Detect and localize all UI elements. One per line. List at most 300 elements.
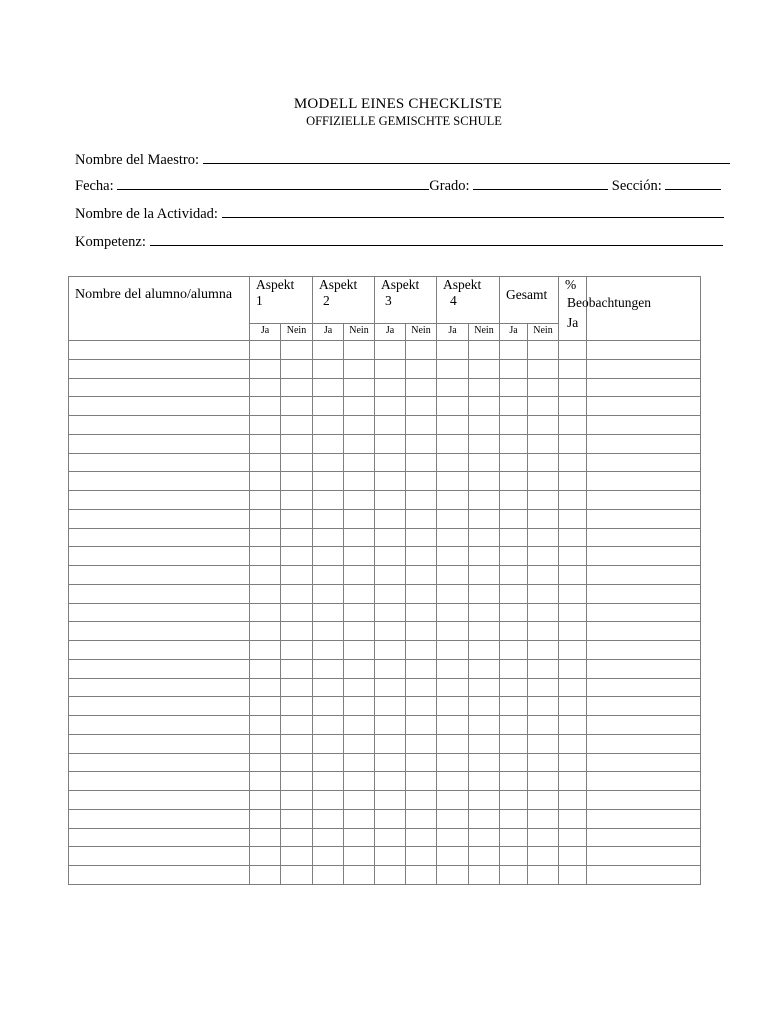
aspect-2-no-cell[interactable] xyxy=(344,791,375,810)
aspect-2-yes-cell[interactable] xyxy=(313,716,344,735)
aspect-1-yes-cell[interactable] xyxy=(250,678,281,697)
aspect-2-no-cell[interactable] xyxy=(344,584,375,603)
total-no-cell[interactable] xyxy=(528,847,559,866)
aspect-1-no-cell[interactable] xyxy=(281,716,313,735)
aspect-2-no-cell[interactable] xyxy=(344,509,375,528)
aspect-1-no-cell[interactable] xyxy=(281,734,313,753)
total-no-cell[interactable] xyxy=(528,697,559,716)
aspect-3-yes-cell[interactable] xyxy=(375,509,406,528)
aspect-1-no-cell[interactable] xyxy=(281,753,313,772)
aspect-2-yes-cell[interactable] xyxy=(313,509,344,528)
aspect-1-yes-cell[interactable] xyxy=(250,528,281,547)
student-name-cell[interactable] xyxy=(69,566,250,585)
percent-yes-cell[interactable] xyxy=(559,697,587,716)
total-yes-cell[interactable] xyxy=(500,397,528,416)
percent-yes-cell[interactable] xyxy=(559,434,587,453)
aspect-4-no-cell[interactable] xyxy=(469,491,500,510)
student-name-cell[interactable] xyxy=(69,453,250,472)
total-no-cell[interactable] xyxy=(528,809,559,828)
total-yes-cell[interactable] xyxy=(500,734,528,753)
aspect-2-yes-cell[interactable] xyxy=(313,491,344,510)
aspect-4-no-cell[interactable] xyxy=(469,847,500,866)
student-name-cell[interactable] xyxy=(69,753,250,772)
aspect-4-no-cell[interactable] xyxy=(469,584,500,603)
aspect-2-no-cell[interactable] xyxy=(344,434,375,453)
aspect-2-no-cell[interactable] xyxy=(344,378,375,397)
aspect-4-no-cell[interactable] xyxy=(469,566,500,585)
observations-cell[interactable] xyxy=(587,847,701,866)
percent-yes-cell[interactable] xyxy=(559,753,587,772)
observations-cell[interactable] xyxy=(587,566,701,585)
aspect-4-no-cell[interactable] xyxy=(469,378,500,397)
percent-yes-cell[interactable] xyxy=(559,603,587,622)
aspect-3-yes-cell[interactable] xyxy=(375,659,406,678)
percent-yes-cell[interactable] xyxy=(559,659,587,678)
aspect-2-no-cell[interactable] xyxy=(344,416,375,435)
total-no-cell[interactable] xyxy=(528,716,559,735)
aspect-4-no-cell[interactable] xyxy=(469,547,500,566)
total-no-cell[interactable] xyxy=(528,659,559,678)
total-no-cell[interactable] xyxy=(528,416,559,435)
aspect-3-yes-cell[interactable] xyxy=(375,716,406,735)
total-yes-cell[interactable] xyxy=(500,509,528,528)
aspect-4-no-cell[interactable] xyxy=(469,659,500,678)
aspect-2-yes-cell[interactable] xyxy=(313,397,344,416)
percent-yes-cell[interactable] xyxy=(559,509,587,528)
aspect-2-yes-cell[interactable] xyxy=(313,622,344,641)
percent-yes-cell[interactable] xyxy=(559,416,587,435)
aspect-4-no-cell[interactable] xyxy=(469,716,500,735)
total-no-cell[interactable] xyxy=(528,359,559,378)
observations-cell[interactable] xyxy=(587,491,701,510)
observations-cell[interactable] xyxy=(587,866,701,885)
observations-cell[interactable] xyxy=(587,734,701,753)
observations-cell[interactable] xyxy=(587,809,701,828)
total-yes-cell[interactable] xyxy=(500,359,528,378)
aspect-1-no-cell[interactable] xyxy=(281,453,313,472)
student-name-cell[interactable] xyxy=(69,416,250,435)
aspect-2-no-cell[interactable] xyxy=(344,603,375,622)
total-no-cell[interactable] xyxy=(528,622,559,641)
observations-cell[interactable] xyxy=(587,359,701,378)
aspect-2-no-cell[interactable] xyxy=(344,528,375,547)
student-name-cell[interactable] xyxy=(69,678,250,697)
aspect-4-no-cell[interactable] xyxy=(469,416,500,435)
aspect-4-yes-cell[interactable] xyxy=(437,641,469,660)
aspect-4-yes-cell[interactable] xyxy=(437,678,469,697)
aspect-2-yes-cell[interactable] xyxy=(313,866,344,885)
aspect-2-yes-cell[interactable] xyxy=(313,547,344,566)
aspect-4-no-cell[interactable] xyxy=(469,866,500,885)
percent-yes-cell[interactable] xyxy=(559,828,587,847)
aspect-2-yes-cell[interactable] xyxy=(313,791,344,810)
aspect-4-no-cell[interactable] xyxy=(469,809,500,828)
observations-cell[interactable] xyxy=(587,716,701,735)
aspect-3-yes-cell[interactable] xyxy=(375,622,406,641)
percent-yes-cell[interactable] xyxy=(559,491,587,510)
aspect-1-yes-cell[interactable] xyxy=(250,341,281,360)
student-name-cell[interactable] xyxy=(69,491,250,510)
aspect-3-yes-cell[interactable] xyxy=(375,472,406,491)
aspect-4-no-cell[interactable] xyxy=(469,341,500,360)
aspect-4-yes-cell[interactable] xyxy=(437,566,469,585)
aspect-3-yes-cell[interactable] xyxy=(375,734,406,753)
aspect-1-no-cell[interactable] xyxy=(281,641,313,660)
student-name-cell[interactable] xyxy=(69,509,250,528)
total-yes-cell[interactable] xyxy=(500,378,528,397)
aspect-3-yes-cell[interactable] xyxy=(375,341,406,360)
aspect-4-yes-cell[interactable] xyxy=(437,509,469,528)
aspect-4-yes-cell[interactable] xyxy=(437,791,469,810)
percent-yes-cell[interactable] xyxy=(559,528,587,547)
aspect-4-yes-cell[interactable] xyxy=(437,847,469,866)
aspect-3-yes-cell[interactable] xyxy=(375,528,406,547)
aspect-1-yes-cell[interactable] xyxy=(250,378,281,397)
aspect-1-yes-cell[interactable] xyxy=(250,566,281,585)
total-yes-cell[interactable] xyxy=(500,472,528,491)
aspect-1-no-cell[interactable] xyxy=(281,341,313,360)
observations-cell[interactable] xyxy=(587,791,701,810)
aspect-4-no-cell[interactable] xyxy=(469,791,500,810)
aspect-3-no-cell[interactable] xyxy=(406,866,437,885)
student-name-cell[interactable] xyxy=(69,697,250,716)
aspect-4-yes-cell[interactable] xyxy=(437,622,469,641)
percent-yes-cell[interactable] xyxy=(559,772,587,791)
aspect-4-yes-cell[interactable] xyxy=(437,547,469,566)
aspect-3-no-cell[interactable] xyxy=(406,828,437,847)
aspect-3-no-cell[interactable] xyxy=(406,641,437,660)
aspect-2-no-cell[interactable] xyxy=(344,547,375,566)
aspect-2-no-cell[interactable] xyxy=(344,453,375,472)
percent-yes-cell[interactable] xyxy=(559,378,587,397)
aspect-3-no-cell[interactable] xyxy=(406,791,437,810)
aspect-1-yes-cell[interactable] xyxy=(250,547,281,566)
activity-blank[interactable] xyxy=(222,205,724,218)
observations-cell[interactable] xyxy=(587,772,701,791)
aspect-1-yes-cell[interactable] xyxy=(250,359,281,378)
total-no-cell[interactable] xyxy=(528,828,559,847)
student-name-cell[interactable] xyxy=(69,397,250,416)
aspect-4-yes-cell[interactable] xyxy=(437,397,469,416)
aspect-3-yes-cell[interactable] xyxy=(375,753,406,772)
aspect-2-no-cell[interactable] xyxy=(344,847,375,866)
aspect-2-no-cell[interactable] xyxy=(344,734,375,753)
aspect-3-yes-cell[interactable] xyxy=(375,584,406,603)
percent-yes-cell[interactable] xyxy=(559,716,587,735)
aspect-3-no-cell[interactable] xyxy=(406,359,437,378)
student-name-cell[interactable] xyxy=(69,359,250,378)
aspect-2-no-cell[interactable] xyxy=(344,659,375,678)
aspect-2-no-cell[interactable] xyxy=(344,866,375,885)
aspect-3-no-cell[interactable] xyxy=(406,603,437,622)
aspect-2-no-cell[interactable] xyxy=(344,341,375,360)
aspect-3-no-cell[interactable] xyxy=(406,491,437,510)
observations-cell[interactable] xyxy=(587,547,701,566)
percent-yes-cell[interactable] xyxy=(559,866,587,885)
percent-yes-cell[interactable] xyxy=(559,341,587,360)
observations-cell[interactable] xyxy=(587,453,701,472)
aspect-1-yes-cell[interactable] xyxy=(250,809,281,828)
total-yes-cell[interactable] xyxy=(500,528,528,547)
observations-cell[interactable] xyxy=(587,434,701,453)
aspect-2-yes-cell[interactable] xyxy=(313,847,344,866)
aspect-3-yes-cell[interactable] xyxy=(375,641,406,660)
aspect-3-yes-cell[interactable] xyxy=(375,434,406,453)
student-name-cell[interactable] xyxy=(69,341,250,360)
aspect-4-yes-cell[interactable] xyxy=(437,491,469,510)
percent-yes-cell[interactable] xyxy=(559,359,587,378)
percent-yes-cell[interactable] xyxy=(559,622,587,641)
aspect-1-no-cell[interactable] xyxy=(281,791,313,810)
aspect-2-yes-cell[interactable] xyxy=(313,341,344,360)
aspect-4-yes-cell[interactable] xyxy=(437,416,469,435)
total-no-cell[interactable] xyxy=(528,547,559,566)
aspect-1-no-cell[interactable] xyxy=(281,547,313,566)
aspect-3-no-cell[interactable] xyxy=(406,341,437,360)
aspect-4-no-cell[interactable] xyxy=(469,697,500,716)
aspect-3-yes-cell[interactable] xyxy=(375,566,406,585)
total-yes-cell[interactable] xyxy=(500,772,528,791)
grade-blank[interactable] xyxy=(473,177,608,190)
aspect-1-no-cell[interactable] xyxy=(281,528,313,547)
total-yes-cell[interactable] xyxy=(500,659,528,678)
aspect-2-yes-cell[interactable] xyxy=(313,378,344,397)
aspect-2-yes-cell[interactable] xyxy=(313,678,344,697)
student-name-cell[interactable] xyxy=(69,622,250,641)
aspect-1-yes-cell[interactable] xyxy=(250,641,281,660)
total-no-cell[interactable] xyxy=(528,378,559,397)
aspect-3-no-cell[interactable] xyxy=(406,716,437,735)
aspect-4-yes-cell[interactable] xyxy=(437,378,469,397)
aspect-2-no-cell[interactable] xyxy=(344,753,375,772)
student-name-cell[interactable] xyxy=(69,547,250,566)
aspect-3-no-cell[interactable] xyxy=(406,678,437,697)
aspect-2-no-cell[interactable] xyxy=(344,491,375,510)
observations-cell[interactable] xyxy=(587,603,701,622)
percent-yes-cell[interactable] xyxy=(559,809,587,828)
aspect-2-yes-cell[interactable] xyxy=(313,472,344,491)
student-name-cell[interactable] xyxy=(69,828,250,847)
aspect-1-yes-cell[interactable] xyxy=(250,847,281,866)
aspect-3-no-cell[interactable] xyxy=(406,434,437,453)
aspect-4-yes-cell[interactable] xyxy=(437,697,469,716)
aspect-1-yes-cell[interactable] xyxy=(250,716,281,735)
total-yes-cell[interactable] xyxy=(500,566,528,585)
aspect-1-yes-cell[interactable] xyxy=(250,416,281,435)
student-name-cell[interactable] xyxy=(69,641,250,660)
percent-yes-cell[interactable] xyxy=(559,641,587,660)
observations-cell[interactable] xyxy=(587,509,701,528)
aspect-2-yes-cell[interactable] xyxy=(313,453,344,472)
aspect-3-no-cell[interactable] xyxy=(406,697,437,716)
total-yes-cell[interactable] xyxy=(500,491,528,510)
aspect-1-yes-cell[interactable] xyxy=(250,397,281,416)
aspect-2-no-cell[interactable] xyxy=(344,566,375,585)
aspect-3-yes-cell[interactable] xyxy=(375,397,406,416)
total-no-cell[interactable] xyxy=(528,603,559,622)
aspect-2-yes-cell[interactable] xyxy=(313,434,344,453)
student-name-cell[interactable] xyxy=(69,659,250,678)
observations-cell[interactable] xyxy=(587,678,701,697)
aspect-4-yes-cell[interactable] xyxy=(437,434,469,453)
aspect-1-yes-cell[interactable] xyxy=(250,734,281,753)
aspect-3-yes-cell[interactable] xyxy=(375,603,406,622)
total-yes-cell[interactable] xyxy=(500,547,528,566)
aspect-3-no-cell[interactable] xyxy=(406,753,437,772)
aspect-2-no-cell[interactable] xyxy=(344,716,375,735)
aspect-3-no-cell[interactable] xyxy=(406,772,437,791)
student-name-cell[interactable] xyxy=(69,866,250,885)
aspect-2-no-cell[interactable] xyxy=(344,359,375,378)
aspect-4-no-cell[interactable] xyxy=(469,603,500,622)
aspect-2-yes-cell[interactable] xyxy=(313,641,344,660)
aspect-1-no-cell[interactable] xyxy=(281,491,313,510)
aspect-2-yes-cell[interactable] xyxy=(313,528,344,547)
percent-yes-cell[interactable] xyxy=(559,584,587,603)
aspect-3-no-cell[interactable] xyxy=(406,378,437,397)
total-no-cell[interactable] xyxy=(528,528,559,547)
aspect-4-yes-cell[interactable] xyxy=(437,828,469,847)
aspect-4-no-cell[interactable] xyxy=(469,528,500,547)
aspect-3-yes-cell[interactable] xyxy=(375,697,406,716)
date-blank[interactable] xyxy=(117,177,429,190)
aspect-4-yes-cell[interactable] xyxy=(437,772,469,791)
aspect-3-yes-cell[interactable] xyxy=(375,416,406,435)
observations-cell[interactable] xyxy=(587,341,701,360)
aspect-4-no-cell[interactable] xyxy=(469,753,500,772)
student-name-cell[interactable] xyxy=(69,528,250,547)
aspect-1-yes-cell[interactable] xyxy=(250,603,281,622)
aspect-3-no-cell[interactable] xyxy=(406,416,437,435)
aspect-4-no-cell[interactable] xyxy=(469,453,500,472)
aspect-1-no-cell[interactable] xyxy=(281,678,313,697)
observations-cell[interactable] xyxy=(587,753,701,772)
aspect-4-yes-cell[interactable] xyxy=(437,734,469,753)
percent-yes-cell[interactable] xyxy=(559,547,587,566)
observations-cell[interactable] xyxy=(587,528,701,547)
aspect-1-yes-cell[interactable] xyxy=(250,772,281,791)
aspect-4-yes-cell[interactable] xyxy=(437,528,469,547)
aspect-4-yes-cell[interactable] xyxy=(437,603,469,622)
aspect-1-yes-cell[interactable] xyxy=(250,472,281,491)
aspect-1-no-cell[interactable] xyxy=(281,622,313,641)
aspect-3-yes-cell[interactable] xyxy=(375,453,406,472)
aspect-1-no-cell[interactable] xyxy=(281,359,313,378)
aspect-3-no-cell[interactable] xyxy=(406,566,437,585)
observations-cell[interactable] xyxy=(587,416,701,435)
aspect-1-yes-cell[interactable] xyxy=(250,866,281,885)
aspect-3-yes-cell[interactable] xyxy=(375,847,406,866)
total-no-cell[interactable] xyxy=(528,772,559,791)
aspect-1-yes-cell[interactable] xyxy=(250,753,281,772)
aspect-3-yes-cell[interactable] xyxy=(375,866,406,885)
aspect-4-yes-cell[interactable] xyxy=(437,584,469,603)
aspect-2-yes-cell[interactable] xyxy=(313,359,344,378)
aspect-1-no-cell[interactable] xyxy=(281,472,313,491)
aspect-3-no-cell[interactable] xyxy=(406,528,437,547)
aspect-2-no-cell[interactable] xyxy=(344,641,375,660)
aspect-3-yes-cell[interactable] xyxy=(375,359,406,378)
total-no-cell[interactable] xyxy=(528,566,559,585)
total-yes-cell[interactable] xyxy=(500,453,528,472)
total-yes-cell[interactable] xyxy=(500,791,528,810)
total-no-cell[interactable] xyxy=(528,641,559,660)
total-yes-cell[interactable] xyxy=(500,341,528,360)
aspect-1-no-cell[interactable] xyxy=(281,416,313,435)
aspect-4-no-cell[interactable] xyxy=(469,828,500,847)
total-yes-cell[interactable] xyxy=(500,678,528,697)
total-no-cell[interactable] xyxy=(528,491,559,510)
percent-yes-cell[interactable] xyxy=(559,791,587,810)
total-yes-cell[interactable] xyxy=(500,847,528,866)
student-name-cell[interactable] xyxy=(69,716,250,735)
aspect-1-no-cell[interactable] xyxy=(281,772,313,791)
total-no-cell[interactable] xyxy=(528,472,559,491)
aspect-3-no-cell[interactable] xyxy=(406,472,437,491)
aspect-4-yes-cell[interactable] xyxy=(437,753,469,772)
aspect-1-yes-cell[interactable] xyxy=(250,453,281,472)
aspect-3-no-cell[interactable] xyxy=(406,547,437,566)
aspect-4-no-cell[interactable] xyxy=(469,509,500,528)
observations-cell[interactable] xyxy=(587,397,701,416)
student-name-cell[interactable] xyxy=(69,584,250,603)
student-name-cell[interactable] xyxy=(69,734,250,753)
percent-yes-cell[interactable] xyxy=(559,678,587,697)
aspect-1-yes-cell[interactable] xyxy=(250,697,281,716)
aspect-3-yes-cell[interactable] xyxy=(375,809,406,828)
total-no-cell[interactable] xyxy=(528,509,559,528)
aspect-3-yes-cell[interactable] xyxy=(375,378,406,397)
observations-cell[interactable] xyxy=(587,584,701,603)
aspect-1-no-cell[interactable] xyxy=(281,397,313,416)
aspect-4-no-cell[interactable] xyxy=(469,359,500,378)
aspect-3-no-cell[interactable] xyxy=(406,397,437,416)
section-blank[interactable] xyxy=(665,177,721,190)
aspect-1-no-cell[interactable] xyxy=(281,584,313,603)
aspect-2-no-cell[interactable] xyxy=(344,697,375,716)
aspect-2-yes-cell[interactable] xyxy=(313,734,344,753)
student-name-cell[interactable] xyxy=(69,772,250,791)
total-no-cell[interactable] xyxy=(528,341,559,360)
observations-cell[interactable] xyxy=(587,659,701,678)
aspect-1-yes-cell[interactable] xyxy=(250,659,281,678)
aspect-4-no-cell[interactable] xyxy=(469,772,500,791)
aspect-4-no-cell[interactable] xyxy=(469,678,500,697)
student-name-cell[interactable] xyxy=(69,847,250,866)
aspect-1-no-cell[interactable] xyxy=(281,378,313,397)
aspect-4-yes-cell[interactable] xyxy=(437,341,469,360)
total-no-cell[interactable] xyxy=(528,397,559,416)
aspect-2-yes-cell[interactable] xyxy=(313,828,344,847)
aspect-4-no-cell[interactable] xyxy=(469,434,500,453)
percent-yes-cell[interactable] xyxy=(559,566,587,585)
aspect-2-no-cell[interactable] xyxy=(344,828,375,847)
student-name-cell[interactable] xyxy=(69,603,250,622)
total-yes-cell[interactable] xyxy=(500,622,528,641)
aspect-1-yes-cell[interactable] xyxy=(250,584,281,603)
aspect-4-yes-cell[interactable] xyxy=(437,866,469,885)
total-yes-cell[interactable] xyxy=(500,697,528,716)
aspect-1-yes-cell[interactable] xyxy=(250,622,281,641)
aspect-3-yes-cell[interactable] xyxy=(375,547,406,566)
aspect-4-no-cell[interactable] xyxy=(469,734,500,753)
observations-cell[interactable] xyxy=(587,622,701,641)
observations-cell[interactable] xyxy=(587,641,701,660)
aspect-4-yes-cell[interactable] xyxy=(437,472,469,491)
total-yes-cell[interactable] xyxy=(500,809,528,828)
student-name-cell[interactable] xyxy=(69,472,250,491)
total-no-cell[interactable] xyxy=(528,866,559,885)
